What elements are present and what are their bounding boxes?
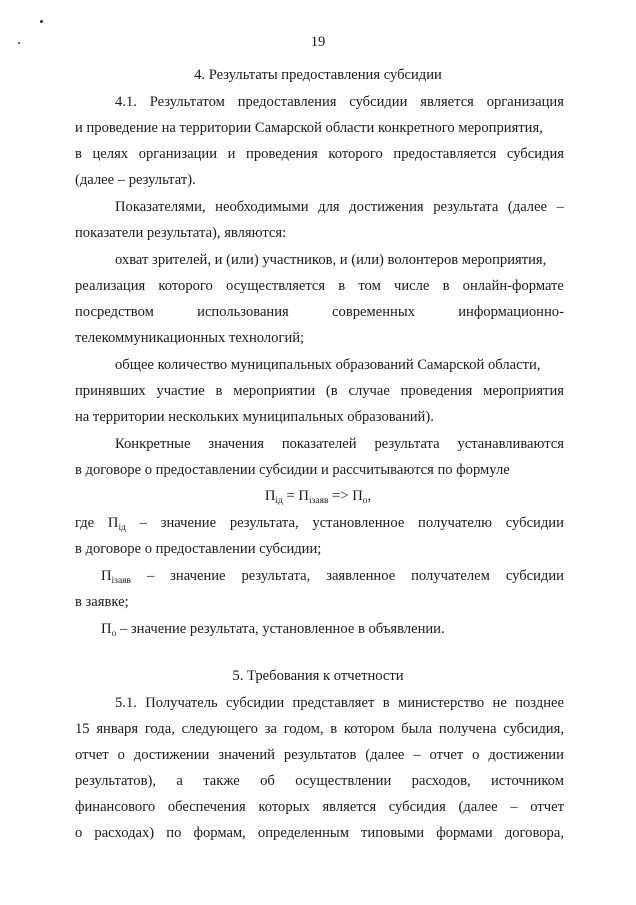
- word: $П_{iзаяв}$: [101, 568, 132, 586]
- paragraph-line: [75, 408, 434, 426]
- word: заявленное: [326, 568, 396, 584]
- paragraph-line: [115, 198, 564, 216]
- word: января: [96, 721, 139, 737]
- word: где: [75, 515, 95, 531]
- word: и: [227, 146, 236, 162]
- word: том: [358, 278, 381, 294]
- definition-subscript: o: [111, 629, 117, 639]
- word: была: [401, 721, 433, 737]
- word: котором: [343, 721, 395, 737]
- page-number: 19: [310, 34, 326, 50]
- word: предоставления: [237, 94, 337, 110]
- word: реализация: [75, 278, 146, 294]
- word: результата: [433, 199, 499, 215]
- paragraph-line: [75, 145, 564, 163]
- word: отчет: [530, 799, 564, 815]
- word: мероприятия: [483, 383, 564, 399]
- word: числе: [394, 278, 430, 294]
- word: результата,: [241, 568, 311, 584]
- word: субсидии: [226, 695, 285, 711]
- definition-line: [101, 620, 445, 638]
- word: –: [556, 199, 564, 215]
- word: целях: [92, 146, 129, 162]
- paragraph-line: [75, 171, 196, 189]
- word: в: [382, 695, 390, 711]
- word: посредством: [75, 304, 154, 320]
- word: в договоре о предоставлении субсидии;: [75, 541, 322, 557]
- word: по: [166, 825, 182, 841]
- paragraph-line: [75, 461, 510, 479]
- word: получателю: [418, 515, 493, 531]
- scan-speck: [40, 20, 43, 23]
- word: –: [510, 799, 518, 815]
- word: результатов: [283, 747, 357, 763]
- word: использования: [197, 304, 289, 320]
- word: является: [322, 799, 377, 815]
- definition-line: [75, 593, 129, 611]
- word: за: [264, 721, 277, 737]
- word: телекоммуникационных технологий;: [75, 330, 305, 346]
- word: –: [146, 568, 155, 584]
- word: о: [472, 747, 480, 763]
- formula: [0, 487, 636, 505]
- word: осуществлении: [295, 773, 392, 789]
- word: получена: [438, 721, 497, 737]
- word: субсидии: [349, 94, 408, 110]
- word: об: [260, 773, 275, 789]
- formula-subscript: iд: [275, 496, 283, 506]
- word: годом,: [283, 721, 324, 737]
- word: является: [420, 94, 474, 110]
- paragraph-line: [75, 746, 564, 764]
- word: установленное: [312, 515, 405, 531]
- word: (далее: [365, 747, 405, 763]
- definition-line: [75, 540, 321, 558]
- word: позднее: [515, 695, 564, 711]
- word: о: [117, 747, 125, 763]
- word: формам,: [193, 825, 246, 841]
- word: отчет: [429, 747, 464, 763]
- word: субсидия: [506, 146, 564, 162]
- paragraph-line: [115, 356, 540, 374]
- word: не: [492, 695, 507, 711]
- word: в: [215, 383, 223, 399]
- word: организация: [486, 94, 564, 110]
- word: значение: [170, 568, 226, 584]
- word: результата,: [229, 515, 299, 531]
- word: для: [318, 199, 340, 215]
- word: года,: [144, 721, 175, 737]
- word: достижении: [133, 747, 210, 763]
- word: формами: [436, 825, 493, 841]
- word: $П_{iд}$: [107, 515, 126, 533]
- word: значение: [160, 515, 217, 531]
- word: и проведение на территории Самарской области конкретного мероприятия,: [75, 120, 543, 136]
- paragraph-line: [75, 798, 564, 816]
- word: проведения: [400, 383, 473, 399]
- formula-symbol: => П: [328, 488, 363, 504]
- word: в: [338, 278, 346, 294]
- formula-symbol: ,: [367, 488, 372, 504]
- word: министерство: [397, 695, 485, 711]
- word: расходов,: [411, 773, 471, 789]
- word: достижения: [349, 199, 424, 215]
- word: организации: [138, 146, 218, 162]
- paragraph-line: [75, 824, 564, 842]
- word: Получатель: [145, 695, 218, 711]
- word: 5.1.: [115, 695, 137, 711]
- word: финансового: [75, 799, 156, 815]
- paragraph-line: [75, 772, 564, 790]
- word: осуществляется: [226, 278, 326, 294]
- word: онлайн-формате: [462, 278, 564, 294]
- word: Результатом: [149, 94, 225, 110]
- word: информационно-: [458, 304, 564, 320]
- word: в договоре о предоставлении субсидии и рассчитываются по формуле: [75, 462, 510, 478]
- word: субсидии: [505, 515, 564, 531]
- word: участие: [156, 383, 205, 399]
- word: проведения: [246, 146, 318, 162]
- word: мероприятии: [233, 383, 316, 399]
- word: показателей: [281, 436, 357, 452]
- word: (далее: [458, 799, 498, 815]
- definition-text: – значение результата, установленное в объявлении.: [116, 621, 445, 637]
- word: субсидии: [505, 568, 564, 584]
- word: Показателями,: [115, 199, 206, 215]
- section-5-heading: 5. Требования к отчетности: [232, 668, 404, 684]
- word: в: [75, 146, 82, 162]
- word: отчет: [75, 747, 109, 763]
- paragraph-line: [75, 303, 564, 321]
- word: достижении: [488, 747, 564, 763]
- paragraph-line: [75, 119, 543, 137]
- word: а: [176, 773, 183, 789]
- word: 15: [75, 721, 90, 737]
- word: в заявке;: [75, 594, 129, 610]
- word: источником: [490, 773, 564, 789]
- word: показатели результата), являются:: [75, 225, 287, 241]
- word: которых: [258, 799, 310, 815]
- word: результата: [374, 436, 440, 452]
- word: (далее – результат).: [75, 172, 196, 188]
- word: необходимыми: [215, 199, 309, 215]
- word: которого: [328, 146, 383, 162]
- word: в: [330, 721, 338, 737]
- section-4-heading: 4. Результаты предоставления субсидии: [194, 67, 442, 83]
- formula-symbol: П: [264, 488, 276, 504]
- word: принявших: [75, 383, 146, 399]
- word: случае: [348, 383, 390, 399]
- word: –: [413, 747, 421, 763]
- word: охват зрителей, и (или) участников, и (или) волонтеров мероприятия,: [115, 252, 547, 268]
- paragraph-line: [75, 382, 564, 400]
- paragraph-line: [75, 329, 304, 347]
- word: –: [139, 515, 147, 531]
- formula-subscript: o: [362, 496, 368, 506]
- word: субсидия,: [503, 721, 564, 737]
- word: значений: [218, 747, 275, 763]
- word: Конкретные: [115, 436, 191, 452]
- word: предоставляется: [393, 146, 497, 162]
- word: типовыми: [361, 825, 425, 841]
- word: на территории нескольких муниципальных образований).: [75, 409, 434, 425]
- word: расходах): [94, 825, 155, 841]
- symbol-subscript: iд: [118, 523, 126, 533]
- word: устанавливаются: [457, 436, 564, 452]
- word: обеспечения: [167, 799, 246, 815]
- word: договора,: [504, 825, 564, 841]
- word: получателем: [411, 568, 490, 584]
- word: субсидия: [388, 799, 446, 815]
- symbol-subscript: iзаяв: [111, 576, 132, 586]
- word: о: [75, 825, 83, 841]
- word: следующего: [181, 721, 258, 737]
- paragraph-line: [75, 720, 564, 738]
- word: также: [203, 773, 240, 789]
- paragraph-line: [75, 224, 286, 242]
- paragraph-line: [75, 277, 564, 295]
- formula-symbol: = П: [282, 488, 309, 504]
- definition-symbol: П: [101, 621, 112, 637]
- paragraph-line: [115, 694, 564, 712]
- word: которого: [158, 278, 213, 294]
- word: представляет: [292, 695, 375, 711]
- word: (в: [325, 383, 338, 399]
- paragraph-line: [115, 251, 546, 269]
- paragraph-line: [115, 435, 564, 453]
- word: современных: [332, 304, 415, 320]
- word: общее количество муниципальных образований Самарской области,: [115, 357, 541, 373]
- word: определенным: [257, 825, 349, 841]
- word: в: [442, 278, 450, 294]
- formula-subscript: iзаяв: [308, 496, 329, 506]
- word: (далее: [507, 199, 548, 215]
- definition-line: [75, 514, 564, 532]
- word: 4.1.: [115, 94, 137, 110]
- definition-line: [101, 567, 564, 585]
- word: результатов),: [75, 773, 156, 789]
- paragraph-line: [115, 93, 564, 111]
- word: значения: [208, 436, 264, 452]
